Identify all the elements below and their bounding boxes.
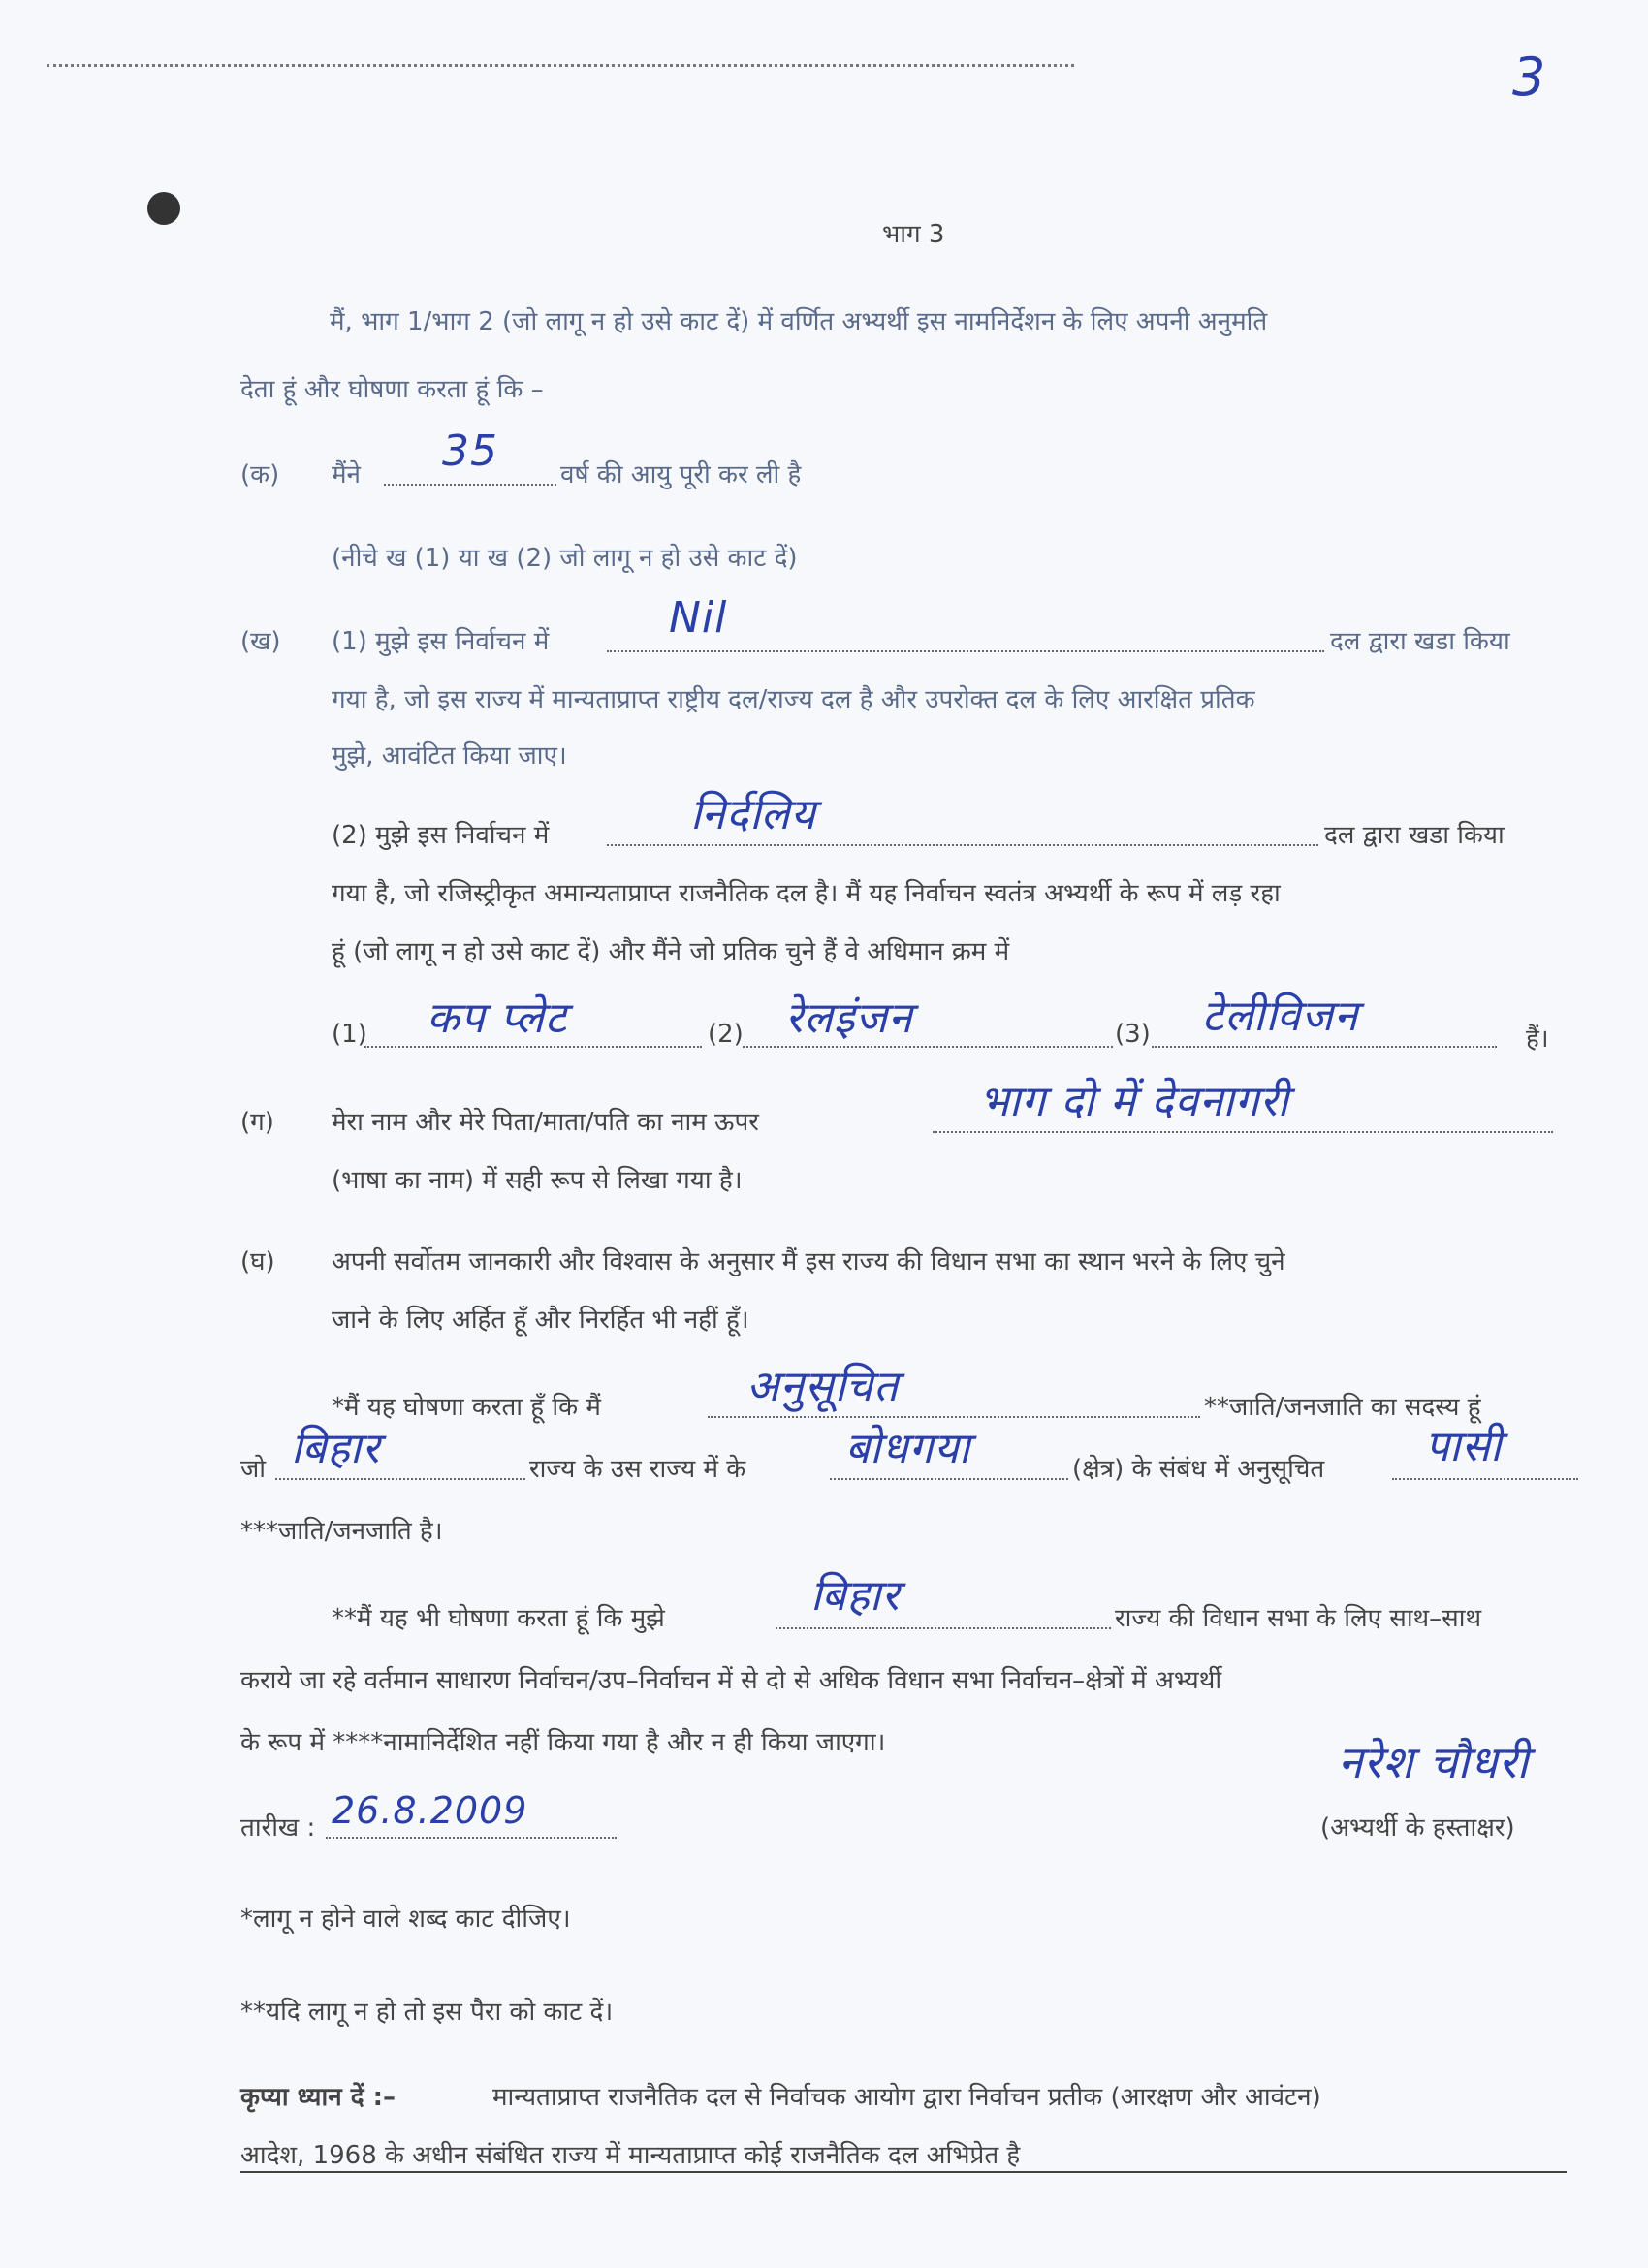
clause-kha2-line1-post: दल द्वारा खडा किया: [1324, 821, 1505, 850]
symbol-3-handwritten: टेलीविजन: [1202, 992, 1359, 1041]
clause-ka-post: वर्ष की आयु पूरी कर ली है: [560, 460, 802, 489]
clause-kha2-line2: गया है, जो रजिस्ट्रीकृत अमान्यताप्राप्त राजनैतिक दल है। मैं यह निर्वाचन स्वतंत्र अभ्यर्थी के रूप में लड़ रहा: [332, 879, 1281, 908]
caste-line1-pre: *मैं यह घोषणा करता हूँ कि मैं: [332, 1393, 601, 1422]
symbol-1-handwritten: कप प्लेट: [427, 993, 568, 1043]
symbol-2-blank: [743, 1045, 1113, 1048]
note-line-2: आदेश, 1968 के अधीन संबंधित राज्य में मान्यताप्राप्त कोई राजनैतिक दल अभिप्रेत है: [240, 2141, 1021, 2170]
caste-line3: ***जाति/जनजाति है।: [240, 1517, 443, 1546]
caste-area-blank: [830, 1477, 1068, 1480]
ga-language-blank: [933, 1130, 1553, 1133]
caste-line2-mid2: (क्षेत्र) के संबंध में अनुसूचित: [1072, 1455, 1325, 1484]
note-label: कृप्या ध्यान दें :–: [240, 2083, 396, 2112]
kha2-party-handwritten: निर्दलिय: [690, 790, 816, 839]
signature-label: (अभ्यर्थी के हस्ताक्षर): [1320, 1813, 1515, 1843]
clause-ga-line1-pre: मेरा नाम और मेरे पिता/माता/पति का नाम ऊपर: [332, 1108, 759, 1137]
symbol-2-label: (2): [708, 1020, 744, 1049]
caste-sub-blank: [1392, 1477, 1578, 1480]
note-line-1: मान्यताप्राप्त राजनैतिक दल से निर्वाचक आयोग द्वारा निर्वाचन प्रतीक (आरक्षण और आवंटन): [492, 2083, 1321, 2112]
clause-kha2-line1-pre: (2) मुझे इस निर्वाचन में: [332, 821, 550, 850]
clause-kha1-line1-post: दल द्वारा खडा किया: [1330, 627, 1510, 656]
page-heading: भाग 3: [882, 220, 945, 249]
footnote-2: **यदि लागू न हो तो इस पैरा को काट दें।: [240, 1998, 614, 2027]
symbol-3-label: (3): [1115, 1020, 1151, 1049]
intro-line-2: देता हूं और घोषणा करता हूं कि –: [240, 375, 544, 404]
clause-gha-label: (घ): [240, 1247, 275, 1276]
clause-ga-label: (ग): [240, 1108, 274, 1137]
symbol-2-handwritten: रेलइंजन: [785, 993, 913, 1043]
punch-hole: [147, 192, 180, 225]
age-blank: [384, 483, 556, 486]
clause-kha1-line1-pre: (1) मुझे इस निर्वाचन में: [332, 627, 550, 656]
date-handwritten: 26.8.2009: [332, 1789, 528, 1832]
caste-line2-mid1: राज्य के उस राज्य में के: [529, 1455, 746, 1484]
clause-gha-line2: जाने के लिए अर्हित हूँ और निरर्हित भी नहीं हूँ।: [332, 1306, 749, 1335]
clause-kha1-line3: मुझे, आवंटित किया जाए।: [332, 741, 567, 771]
caste-state-handwritten: बिहार: [291, 1424, 381, 1473]
clause-kha1-line2: गया है, जो इस राज्य में मान्यताप्राप्त राष्ट्रीय दल/राज्य दल है और उपरोक्त दल के लिए आरक्षित प्रतिक: [332, 685, 1255, 714]
date-blank: [326, 1836, 617, 1839]
candidate-signature: नरेश चौधरी: [1338, 1736, 1530, 1788]
kha2-party-blank: [607, 843, 1318, 846]
symbol-1-blank: [364, 1045, 702, 1048]
caste-line1-post: **जाति/जनजाति का सदस्य हूं: [1204, 1393, 1481, 1422]
symbol-1-label: (1): [332, 1020, 367, 1049]
clause-gha-line1: अपनी सर्वोतम जानकारी और विश्वास के अनुसार मैं इस राज्य की विधान सभा का स्थान भरने के लिए चुने: [332, 1247, 1285, 1276]
caste-state-blank: [275, 1477, 525, 1480]
constituency-line1-post: राज्य की विधान सभा के लिए साथ–साथ: [1115, 1604, 1482, 1633]
top-dotted-edge: [47, 64, 1074, 67]
date-label: तारीख :: [240, 1813, 316, 1843]
clause-ka-pre: मैंने: [332, 460, 361, 489]
clause-kha-label: (ख): [240, 627, 281, 656]
symbols-end: हैं।: [1526, 1024, 1549, 1054]
bottom-rule: [240, 2171, 1567, 2173]
caste-handwritten: अनुसूचित: [746, 1362, 900, 1411]
clause-kha2-line3: हूं (जो लागू न हो उसे काट दें) और मैंने जो प्रतिक चुने हैं वे अधिमान क्रम में: [332, 937, 1010, 966]
symbol-3-blank: [1152, 1045, 1497, 1048]
page-number: 3: [1512, 47, 1547, 108]
kha1-party-blank: [607, 649, 1324, 652]
kha1-party-handwritten: Nil: [669, 593, 728, 643]
caste-area-handwritten: बोधगया: [845, 1424, 971, 1473]
intro-line-1: मैं, भाग 1/भाग 2 (जो लागू न हो उसे काट दें) में वर्णित अभ्यर्थी इस नामनिर्देशन के लिए अपनी अनुमति: [330, 307, 1268, 336]
constituency-state-handwritten: बिहार: [810, 1571, 901, 1621]
age-handwritten: 35: [442, 426, 498, 476]
caste-line2-pre: जो: [240, 1455, 267, 1484]
footnote-1: *लागू न होने वाले शब्द काट दीजिए।: [240, 1905, 571, 1934]
caste-sub-handwritten: पासी: [1425, 1422, 1503, 1471]
constituency-line1-pre: **मैं यह भी घोषणा करता हूं कि मुझे: [332, 1604, 665, 1633]
constituency-state-blank: [776, 1626, 1111, 1629]
note-kha: (नीचे ख (1) या ख (2) जो लागू न हो उसे काट दें): [332, 544, 798, 573]
constituency-line2: कराये जा रहे वर्तमान साधारण निर्वाचन/उप–निर्वाचन में से दो से अधिक विधान सभा निर्वाचन–क्षेत्रों में अभ्यर्थी: [240, 1666, 1222, 1695]
ga-language-handwritten: भाग दो में देवनागरी: [979, 1077, 1289, 1126]
clause-ga-line2: (भाषा का नाम) में सही रूप से लिखा गया है।: [332, 1166, 743, 1195]
clause-ka-label: (क): [240, 460, 280, 489]
constituency-line3: के रूप में ****नामानिर्देशित नहीं किया गया है और न ही किया जाएगा।: [240, 1728, 886, 1757]
